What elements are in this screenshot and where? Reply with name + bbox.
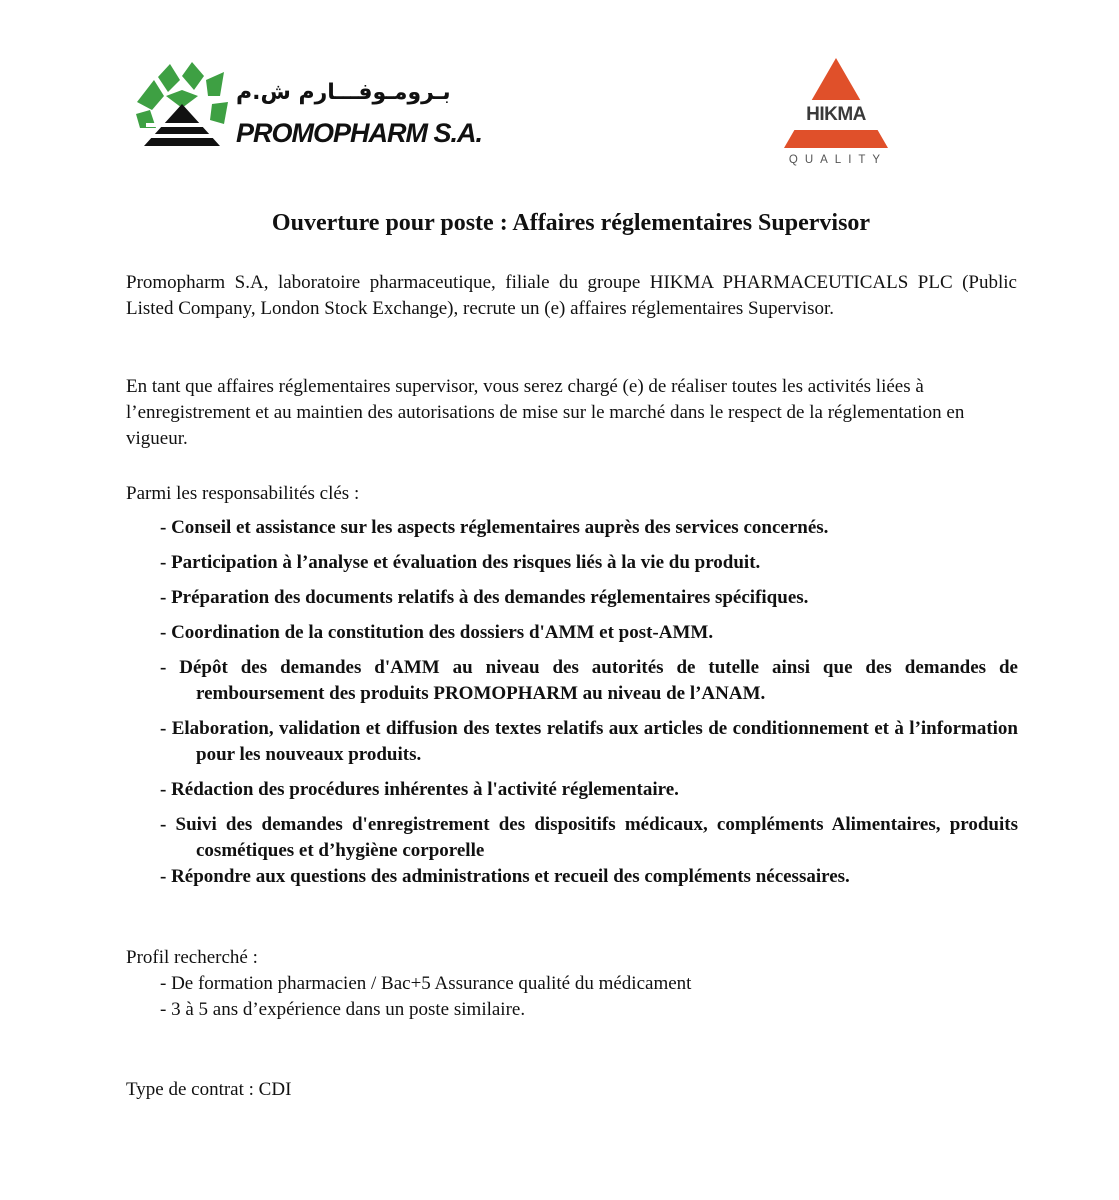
responsibility-item: - Coordination de la constitution des dossiers d'AMM et post-AMM. (160, 622, 714, 643)
responsibility-item: - Répondre aux questions des administrations et recueil des compléments nécessaires. (160, 866, 850, 887)
hikma-name: HIKMA (806, 104, 866, 125)
responsibility-item: - Suivi des demandes d'enregistrement des dispositifs médicaux, compléments Alimentaires, produits cosmétiques et d’hygiène corporelle (160, 814, 1018, 861)
intro-paragraph: Promopharm S.A, laboratoire pharmaceutique, filiale du groupe HIKMA PHARMACEUTICALS PLC (Public Listed Company, London Stock Exchange), recrute un (e) affaires réglementaires Supervisor. (126, 272, 1017, 319)
role-description: En tant que affaires réglementaires supervisor, vous serez chargé (e) de réaliser toutes les activités liées à l’enregistrement et au maintien des autorisations de mise sur le marché dans le respect de la réglementation en vigueur. (126, 376, 965, 449)
hikma-tagline: QUALITY (788, 154, 888, 166)
profile-list (160, 971, 691, 1023)
promopharm-name: PROMOPHARM S.A. (236, 118, 483, 148)
promopharm-arabic-name: بـرومـوفـــارم ش.م (236, 80, 451, 105)
contract-type: Type de contrat : CDI (126, 1079, 292, 1100)
responsibility-item: - Elaboration, validation et diffusion des textes relatifs aux articles de conditionnement et à l’information pour les nouveaux produits. (160, 718, 1018, 765)
responsibility-item: - Préparation des documents relatifs à des demandes réglementaires spécifiques. (160, 587, 809, 608)
profile-heading: Profil recherché : (126, 947, 258, 968)
profile-item: - 3 à 5 ans d’expérience dans un poste similaire. (160, 999, 526, 1020)
hikma-logo (776, 56, 896, 174)
job-title: Ouverture pour poste : Affaires réglementaires Supervisor (271, 210, 871, 236)
profile-item: - De formation pharmacien / Bac+5 Assurance qualité du médicament (160, 973, 692, 994)
responsibility-item: - Dépôt des demandes d'AMM au niveau des autorités de tutelle ainsi que des demandes de remboursement des produits PROMOPHARM au niveau de l’ANAM. (160, 657, 1018, 704)
responsibility-item: - Rédaction des procédures inhérentes à l'activité réglementaire. (160, 779, 679, 800)
responsibility-item: - Conseil et assistance sur les aspects réglementaires auprès des services concernés. (160, 517, 829, 538)
promopharm-logo (132, 62, 483, 152)
responsibilities-list (160, 515, 1018, 899)
responsibilities-heading: Parmi les responsabilités clés : (126, 483, 360, 504)
responsibility-item: - Participation à l’analyse et évaluation des risques liés à la vie du produit. (160, 552, 761, 573)
promopharm-emblem-icon (132, 62, 232, 152)
